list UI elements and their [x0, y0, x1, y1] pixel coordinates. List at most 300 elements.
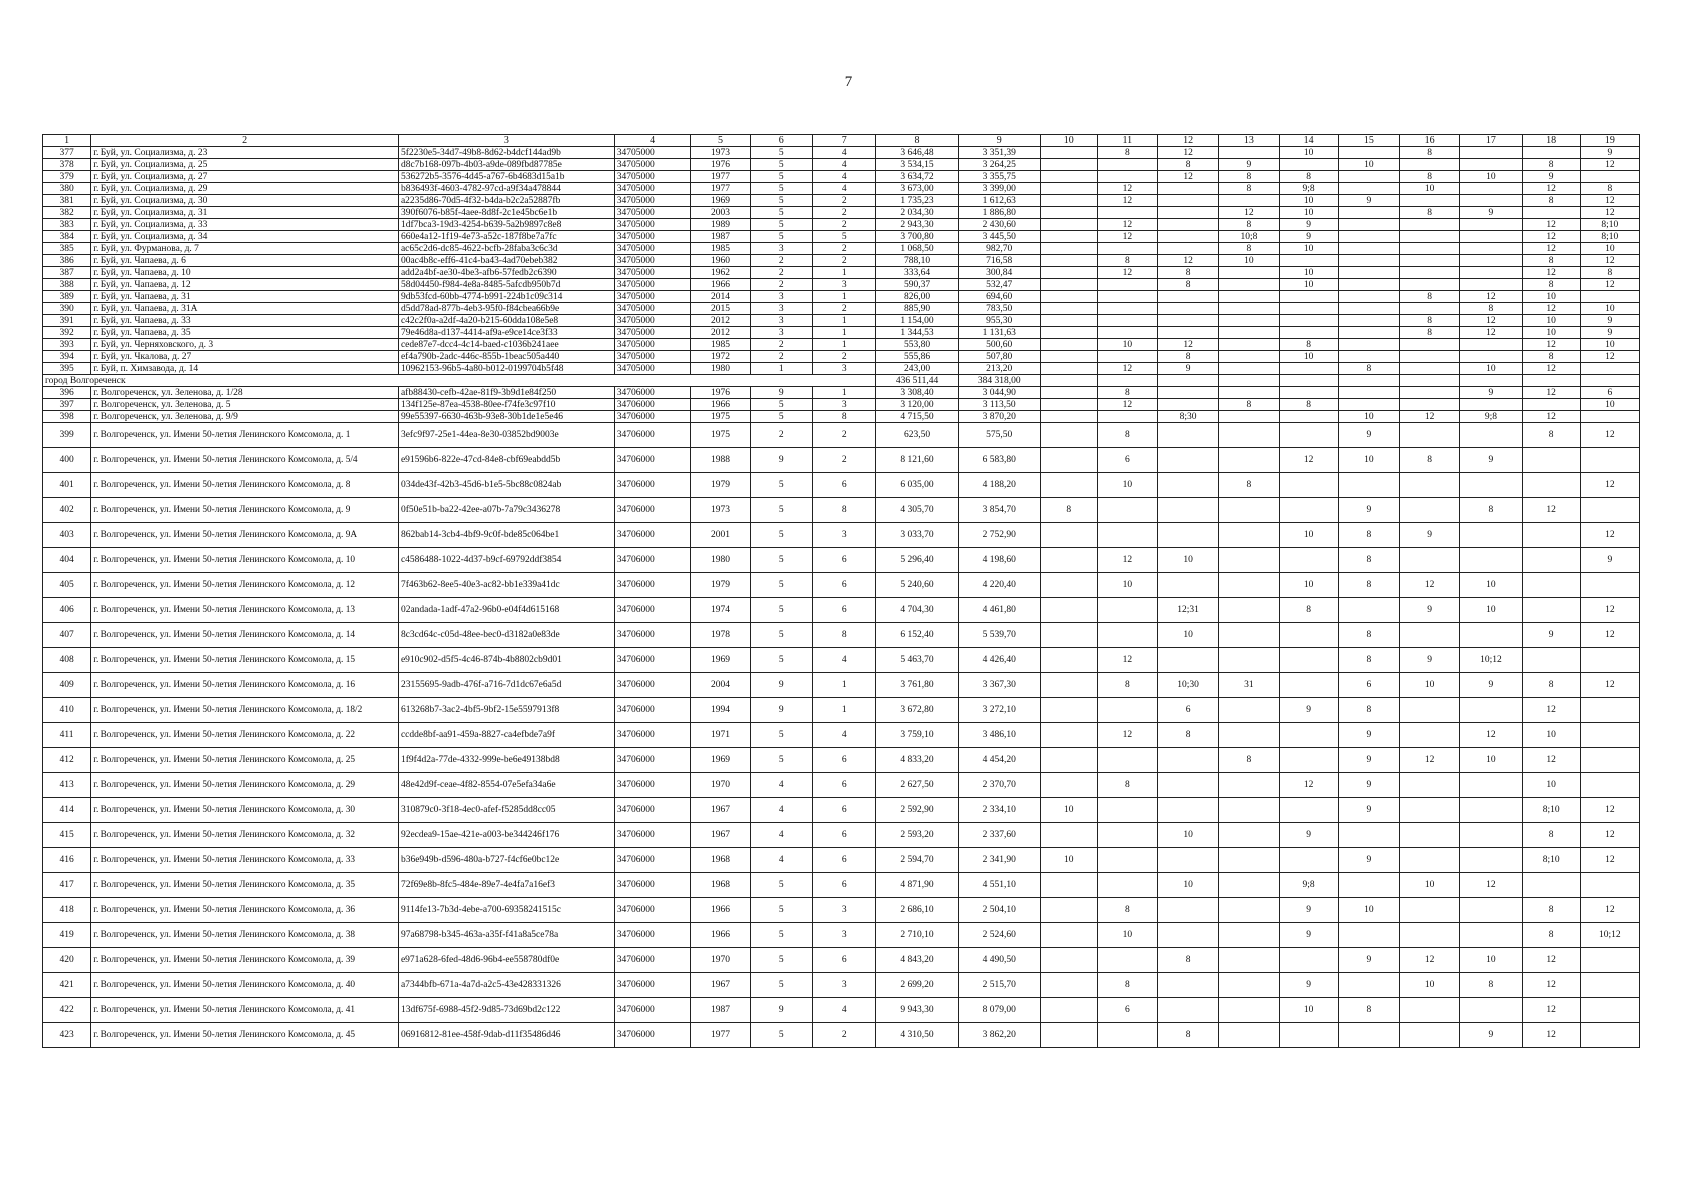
table-cell: 2 — [750, 255, 812, 267]
table-cell: 8 — [812, 623, 876, 648]
table-cell — [1219, 998, 1279, 1023]
table-cell: 9 — [1338, 498, 1399, 523]
table-cell: 10 — [1157, 873, 1218, 898]
table-cell: 2 — [812, 303, 876, 315]
table-cell: 3 — [398, 135, 614, 147]
table-cell: 12 — [1097, 548, 1157, 573]
table-cell — [1040, 171, 1097, 183]
table-row — [43, 243, 1640, 255]
table-cell: 12 — [1522, 219, 1580, 231]
table-cell — [1399, 243, 1459, 255]
table-cell — [1219, 267, 1279, 279]
table-cell: 532,47 — [958, 279, 1040, 291]
table-cell: 9 — [1219, 159, 1279, 171]
table-cell — [1040, 195, 1097, 207]
table-cell: 3efc9f97-25e1-44ea-8e30-03852bd9003e — [398, 423, 614, 448]
table-cell: 333,64 — [876, 267, 958, 279]
table-cell: 34706000 — [614, 448, 691, 473]
table-cell: 4 — [750, 823, 812, 848]
table-cell — [1219, 279, 1279, 291]
table-cell — [1040, 207, 1097, 219]
table-cell: ef4a790b-2adc-446c-855b-1beac505a440 — [398, 351, 614, 363]
table-cell — [1157, 573, 1218, 598]
table-cell: 3 044,90 — [958, 387, 1040, 399]
table-cell — [1157, 523, 1218, 548]
table-cell: 1 — [812, 327, 876, 339]
table-cell: 1 — [812, 387, 876, 399]
table-cell: 8 — [1399, 315, 1459, 327]
table-cell — [1040, 523, 1097, 548]
table-cell — [1279, 387, 1338, 399]
table-cell: 3 367,30 — [958, 673, 1040, 698]
table-cell — [1097, 948, 1157, 973]
table-row — [43, 219, 1640, 231]
table-cell: 10962153-96b5-4a80-b012-0199704b5f48 — [398, 363, 614, 375]
table-cell: 379 — [43, 171, 91, 183]
table-cell: 34705000 — [614, 183, 691, 195]
table-cell: 2 — [812, 243, 876, 255]
table-cell — [1040, 243, 1097, 255]
table-cell: 5 — [750, 147, 812, 159]
table-cell: 2 699,20 — [876, 973, 958, 998]
table-cell: 8 — [1522, 279, 1580, 291]
table-row — [43, 473, 1640, 498]
table-cell: 1967 — [691, 973, 750, 998]
table-cell — [1460, 219, 1522, 231]
table-cell: 885,90 — [876, 303, 958, 315]
table-cell — [1399, 548, 1459, 573]
table-cell: г. Буй, ул. Чапаева, д. 12 — [91, 279, 399, 291]
table-cell: 9 — [1580, 327, 1639, 339]
table-cell — [1040, 327, 1097, 339]
table-cell: 4 — [812, 171, 876, 183]
table-cell — [1097, 207, 1157, 219]
table-cell — [1399, 848, 1459, 873]
table-cell: 386 — [43, 255, 91, 267]
table-cell — [1399, 423, 1459, 448]
table-cell: 500,60 — [958, 339, 1040, 351]
table-cell: 15 — [1338, 135, 1399, 147]
table-cell: 420 — [43, 948, 91, 973]
table-cell: 9 — [958, 135, 1040, 147]
table-cell: 377 — [43, 147, 91, 159]
table-row — [43, 648, 1640, 673]
table-cell — [1157, 773, 1218, 798]
table-cell: 34706000 — [614, 748, 691, 773]
table-cell — [1157, 183, 1218, 195]
table-cell — [1522, 375, 1580, 387]
table-cell — [1097, 159, 1157, 171]
table-cell: 9 — [1580, 315, 1639, 327]
table-cell: 8 — [812, 498, 876, 523]
table-row — [43, 748, 1640, 773]
table-cell: 1 — [812, 698, 876, 723]
table-cell: 8 — [1157, 267, 1218, 279]
table-cell: 399 — [43, 423, 91, 448]
table-cell: 412 — [43, 748, 91, 773]
table-row — [43, 351, 1640, 363]
table-cell: г. Волгореченск, ул. Имени 50-летия Ленинского Комсомола, д. 1 — [91, 423, 399, 448]
table-cell — [1399, 1023, 1459, 1048]
table-cell — [1157, 399, 1218, 411]
table-cell — [1399, 473, 1459, 498]
table-cell: 9 — [1279, 823, 1338, 848]
table-cell — [1338, 267, 1399, 279]
table-cell: 383 — [43, 219, 91, 231]
table-cell — [1040, 255, 1097, 267]
table-cell: 4 — [812, 159, 876, 171]
table-cell — [1157, 207, 1218, 219]
table-cell: 5 — [691, 135, 750, 147]
table-cell: 8 — [1522, 673, 1580, 698]
table-row — [43, 723, 1640, 748]
table-cell: 6 — [812, 948, 876, 973]
table-cell: 12 — [1097, 648, 1157, 673]
table-cell: 10 — [1097, 339, 1157, 351]
table-cell: 9;8 — [1279, 873, 1338, 898]
table-cell: 590,37 — [876, 279, 958, 291]
table-cell: 14 — [1279, 135, 1338, 147]
table-cell: 3 — [750, 303, 812, 315]
table-cell: 34705000 — [614, 267, 691, 279]
table-cell: 3 355,75 — [958, 171, 1040, 183]
table-cell: 5 — [750, 171, 812, 183]
table-cell: 5 — [750, 598, 812, 623]
table-cell — [1279, 498, 1338, 523]
table-cell: 10 — [1279, 207, 1338, 219]
table-cell: 8 — [1460, 303, 1522, 315]
table-cell — [1399, 399, 1459, 411]
table-cell — [1279, 255, 1338, 267]
table-cell: 8 — [1522, 195, 1580, 207]
table-cell: 1df7bca3-19d3-4254-b639-5a2b9897c8e8 — [398, 219, 614, 231]
table-cell: 10 — [1522, 291, 1580, 303]
table-cell: 34705000 — [614, 363, 691, 375]
table-cell — [1157, 315, 1218, 327]
table-cell — [1219, 873, 1279, 898]
table-cell: 12;31 — [1157, 598, 1218, 623]
table-cell: 553,80 — [876, 339, 958, 351]
table-cell — [1399, 195, 1459, 207]
table-cell: 2004 — [691, 673, 750, 698]
table-cell — [1040, 219, 1097, 231]
table-cell: 2 592,90 — [876, 798, 958, 823]
table-cell — [1097, 698, 1157, 723]
table-cell: 10 — [1157, 823, 1218, 848]
table-cell: 1970 — [691, 773, 750, 798]
table-cell — [1097, 243, 1157, 255]
table-cell: 1972 — [691, 351, 750, 363]
table-cell: 6 — [750, 135, 812, 147]
table-cell: 3 308,40 — [876, 387, 958, 399]
table-cell — [1399, 623, 1459, 648]
table-cell — [1580, 411, 1639, 423]
table-cell — [1338, 351, 1399, 363]
table-cell: 414 — [43, 798, 91, 823]
table-cell — [1580, 873, 1639, 898]
table-cell: 10 — [1460, 748, 1522, 773]
table-cell — [1460, 183, 1522, 195]
table-cell — [1219, 291, 1279, 303]
table-cell: 0f50e51b-ba22-42ee-a07b-7a79c3436278 — [398, 498, 614, 523]
table-cell: 12 — [1097, 195, 1157, 207]
table-cell: 2 334,10 — [958, 798, 1040, 823]
table-cell — [1040, 723, 1097, 748]
table-cell: г. Волгореченск, ул. Имени 50-летия Ленинского Комсомола, д. 33 — [91, 848, 399, 873]
table-cell: 12 — [1580, 598, 1639, 623]
table-cell: 10 — [1338, 159, 1399, 171]
table-cell: 8 — [1219, 219, 1279, 231]
table-row — [43, 623, 1640, 648]
table-cell — [1460, 848, 1522, 873]
table-cell — [1338, 219, 1399, 231]
table-cell — [1279, 723, 1338, 748]
table-cell: г. Волгореченск, ул. Имени 50-летия Ленинского Комсомола, д. 12 — [91, 573, 399, 598]
table-cell: 1976 — [691, 159, 750, 171]
table-cell: 12 — [1522, 303, 1580, 315]
table-cell — [1097, 523, 1157, 548]
table-cell: 9;8 — [1279, 183, 1338, 195]
table-cell: 2 515,70 — [958, 973, 1040, 998]
table-cell — [1460, 399, 1522, 411]
table-cell: 8;10 — [1580, 219, 1639, 231]
table-cell: 1974 — [691, 598, 750, 623]
table-cell: 12 — [1522, 243, 1580, 255]
table-cell: 8 — [1097, 898, 1157, 923]
table-cell: 2014 — [691, 291, 750, 303]
table-cell: 2 — [812, 351, 876, 363]
table-cell: 12 — [1522, 973, 1580, 998]
table-cell: 9 — [1279, 898, 1338, 923]
table-cell: 10 — [1522, 327, 1580, 339]
table-cell: 6 — [812, 773, 876, 798]
table-cell: 5 — [750, 231, 812, 243]
table-cell: 10 — [1097, 923, 1157, 948]
table-cell — [1338, 279, 1399, 291]
table-cell: 7 — [812, 135, 876, 147]
table-cell: cede87e7-dcc4-4c14-baed-c1036b241aee — [398, 339, 614, 351]
table-cell: 34705000 — [614, 159, 691, 171]
table-cell — [1580, 448, 1639, 473]
table-cell — [1338, 147, 1399, 159]
table-cell: 34705000 — [614, 231, 691, 243]
table-cell: 9 — [1580, 147, 1639, 159]
table-cell: 8 — [1097, 673, 1157, 698]
table-cell: 9 — [1279, 219, 1338, 231]
table-cell: 9 — [1338, 723, 1399, 748]
table-cell: г. Волгореченск, ул. Имени 50-летия Ленинского Комсомола, д. 38 — [91, 923, 399, 948]
table-cell: 34706000 — [614, 411, 691, 423]
table-cell — [1399, 267, 1459, 279]
table-cell: 10 — [1399, 973, 1459, 998]
table-cell: 411 — [43, 723, 91, 748]
table-cell — [1279, 473, 1338, 498]
table-cell: 12 — [1399, 948, 1459, 973]
table-cell — [1580, 698, 1639, 723]
table-cell: г. Буй, ул. Социализма, д. 23 — [91, 147, 399, 159]
table-cell — [1219, 339, 1279, 351]
table-cell — [1460, 798, 1522, 823]
table-cell — [1460, 339, 1522, 351]
table-cell: 10 — [1580, 399, 1639, 411]
table-cell — [1219, 448, 1279, 473]
table-row — [43, 848, 1640, 873]
table-cell: 2001 — [691, 523, 750, 548]
table-cell — [1399, 498, 1459, 523]
table-cell: 1994 — [691, 698, 750, 723]
table-cell: 384 — [43, 231, 91, 243]
table-cell: 8 — [1097, 423, 1157, 448]
table-row — [43, 923, 1640, 948]
table-cell: 396 — [43, 387, 91, 399]
table-cell: 34705000 — [614, 147, 691, 159]
column-number-row — [43, 135, 1640, 147]
table-cell: 9 — [1460, 673, 1522, 698]
table-cell — [1338, 183, 1399, 195]
table-cell: 2 — [91, 135, 399, 147]
table-cell: 12 — [1279, 773, 1338, 798]
table-cell: город Волгореченск — [43, 375, 876, 387]
table-cell: 34706000 — [614, 948, 691, 973]
table-cell: 6 — [1580, 387, 1639, 399]
table-cell: 10 — [1580, 243, 1639, 255]
table-cell: 12 — [1157, 339, 1218, 351]
table-cell: 00ac4b8c-eff6-41c4-ba43-4ad70ebeb382 — [398, 255, 614, 267]
table-cell: 5 — [750, 399, 812, 411]
table-cell: 3 673,00 — [876, 183, 958, 195]
table-cell: 3 399,00 — [958, 183, 1040, 195]
table-cell: 9 — [1157, 363, 1218, 375]
table-cell: 12 — [1522, 387, 1580, 399]
table-cell: 12 — [1157, 147, 1218, 159]
table-cell — [1040, 267, 1097, 279]
table-cell: 10 — [1522, 773, 1580, 798]
table-cell — [1040, 303, 1097, 315]
table-row — [43, 898, 1640, 923]
table-cell: 400 — [43, 448, 91, 473]
table-cell — [1097, 315, 1157, 327]
table-cell: 34705000 — [614, 195, 691, 207]
table-cell: 3 120,00 — [876, 399, 958, 411]
table-cell: 385 — [43, 243, 91, 255]
table-cell: г. Буй, ул. Чапаева, д. 31 — [91, 291, 399, 303]
table-cell: 1969 — [691, 195, 750, 207]
table-row — [43, 171, 1640, 183]
table-cell: 1 — [812, 315, 876, 327]
table-cell — [1097, 351, 1157, 363]
table-cell — [1399, 279, 1459, 291]
table-cell: 2 — [812, 448, 876, 473]
table-cell: 5 — [750, 748, 812, 773]
table-cell — [1040, 898, 1097, 923]
table-cell: 8 — [812, 411, 876, 423]
table-cell: г. Буй, ул. Чкалова, д. 27 — [91, 351, 399, 363]
table-cell: 8;10 — [1580, 231, 1639, 243]
table-row — [43, 411, 1640, 423]
table-cell: 1975 — [691, 411, 750, 423]
table-cell: 6 — [1097, 998, 1157, 1023]
table-cell: 1 — [750, 363, 812, 375]
table-cell — [1219, 948, 1279, 973]
table-cell: 8 — [1460, 973, 1522, 998]
table-cell: 6 — [1157, 698, 1218, 723]
table-row — [43, 573, 1640, 598]
table-cell: 10;12 — [1460, 648, 1522, 673]
table-cell: 10 — [1219, 255, 1279, 267]
table-cell: 4 551,10 — [958, 873, 1040, 898]
table-cell: г. Волгореченск, ул. Зеленова, д. 9/9 — [91, 411, 399, 423]
table-cell — [1040, 773, 1097, 798]
table-cell: 10 — [1338, 411, 1399, 423]
table-cell: 397 — [43, 399, 91, 411]
table-cell: 3 — [812, 279, 876, 291]
table-cell: 34706000 — [614, 873, 691, 898]
table-cell: 34705000 — [614, 291, 691, 303]
table-cell: 418 — [43, 898, 91, 923]
table-cell: 5 — [750, 159, 812, 171]
table-cell: 4 833,20 — [876, 748, 958, 773]
table-cell: 406 — [43, 598, 91, 623]
table-cell: 6 — [812, 798, 876, 823]
table-cell — [1279, 848, 1338, 873]
table-cell: 2 627,50 — [876, 773, 958, 798]
table-cell — [1219, 375, 1279, 387]
table-cell — [1580, 723, 1639, 748]
table-cell: 12 — [1460, 723, 1522, 748]
table-cell — [1580, 773, 1639, 798]
table-cell — [1219, 898, 1279, 923]
table-cell: 34706000 — [614, 923, 691, 948]
table-cell: г. Волгореченск, ул. Имени 50-летия Ленинского Комсомола, д. 10 — [91, 548, 399, 573]
table-cell: 8 — [1522, 823, 1580, 848]
table-cell: 16 — [1399, 135, 1459, 147]
table-cell: 5 — [750, 411, 812, 423]
table-cell — [1157, 219, 1218, 231]
table-cell: 1979 — [691, 473, 750, 498]
table-cell: 2 — [750, 423, 812, 448]
table-cell: 8 — [1157, 723, 1218, 748]
table-cell — [1399, 698, 1459, 723]
table-cell: 423 — [43, 1023, 91, 1048]
table-cell: 395 — [43, 363, 91, 375]
table-cell: 4 310,50 — [876, 1023, 958, 1048]
table-cell: 12 — [1580, 823, 1639, 848]
table-cell — [1580, 363, 1639, 375]
page-number: 7 — [844, 74, 853, 90]
table-cell: 2 — [812, 195, 876, 207]
table-cell — [1338, 303, 1399, 315]
table-cell: 1976 — [691, 387, 750, 399]
table-cell: 8 — [1097, 147, 1157, 159]
table-cell — [1157, 898, 1218, 923]
table-cell: 4 — [750, 798, 812, 823]
table-cell: 13 — [1219, 135, 1279, 147]
table-cell: 9 — [1338, 773, 1399, 798]
table-cell: 10 — [1097, 573, 1157, 598]
table-cell: 34706000 — [614, 573, 691, 598]
table-cell — [1157, 387, 1218, 399]
table-cell: 536272b5-3576-4d45-a767-6b4683d15a1b — [398, 171, 614, 183]
table-cell: 23155695-9adb-476f-a716-7d1dc67e6a5d — [398, 673, 614, 698]
table-cell — [1460, 423, 1522, 448]
table-cell — [1157, 498, 1218, 523]
table-cell: 3 862,20 — [958, 1023, 1040, 1048]
table-cell: г. Буй, ул. Социализма, д. 31 — [91, 207, 399, 219]
table-cell — [1338, 207, 1399, 219]
table-cell: 380 — [43, 183, 91, 195]
table-cell — [1338, 375, 1399, 387]
table-cell: г. Буй, ул. Социализма, д. 30 — [91, 195, 399, 207]
